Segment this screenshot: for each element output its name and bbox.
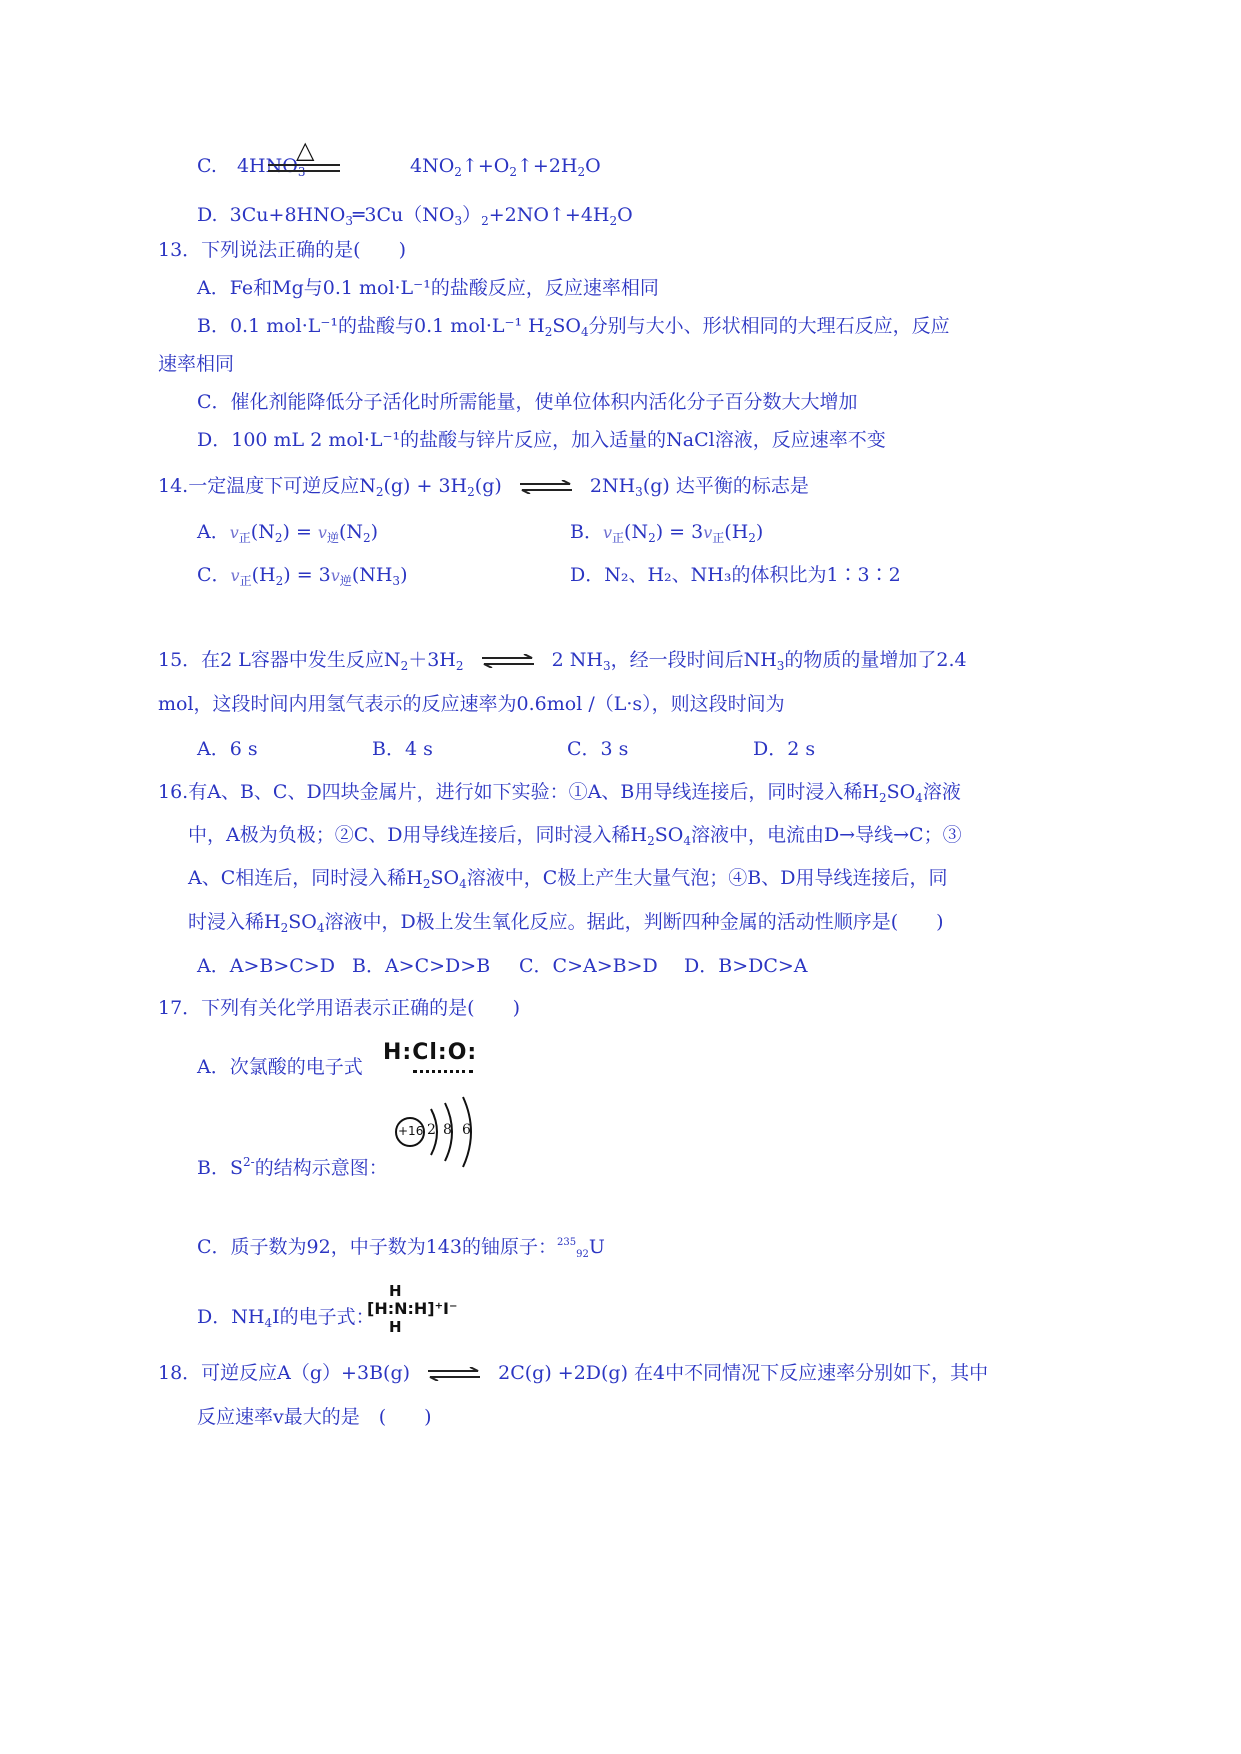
q12-option-c: C. $4HNO_3$: [197, 155, 306, 179]
equilibrium-arrow-icon: [426, 1367, 482, 1381]
q14-option-b: B．$v_正(N_2) = 3v_正(H_2)$: [570, 521, 764, 545]
q13-option-b-line2: 速率相同: [158, 353, 235, 375]
q15-option-d: D．2 s: [753, 738, 816, 760]
q16-option-b: B．A>C>D>B: [352, 955, 491, 977]
hclo-electron-dot-formula: H:Cl:O:: [383, 1040, 477, 1065]
q16-option-c: C．C>A>B>D: [519, 955, 658, 977]
ammonium-iodide-electron-formula: H [H:N:H]⁺I⁻ H: [367, 1282, 458, 1336]
q14-option-a: A．$v_正(N_2) = v_逆(N_2)$: [197, 521, 379, 545]
q14-stem: 14.一定温度下可逆反应$N_2(g) + 3H_2(g)$ $2NH_3(g)$ 达平衡的标志是: [158, 475, 809, 499]
q16-line1: 16.有A、B、C、D四块金属片，进行如下实验：①A、B用导线连接后，同时浸入稀$H_2SO_4$溶液: [158, 781, 961, 805]
q13-option-c: C．催化剂能降低分子活化时所需能量，使单位体积内活化分子百分数大大增加: [197, 391, 858, 413]
q15-line2: mol，这段时间内用氢气表示的反应速率为0.6mol /（L·s），则这段时间为: [158, 693, 785, 715]
q18-line2: 反应速率v最大的是 ( ): [197, 1406, 432, 1428]
q17-option-d: D．$NH_4I$的电子式：: [197, 1306, 375, 1330]
equilibrium-arrow-icon: [480, 654, 536, 668]
q14-option-d: D．N₂、H₂、NH₃的体积比为1∶3∶2: [570, 564, 901, 586]
q12-option-d: D. $3Cu+8HNO_3═3Cu(NO_3)_2+2NO↑+4H_2O$: [197, 204, 633, 228]
equilibrium-arrow-icon: [518, 480, 574, 494]
q13-option-a: A．Fe和Mg与0.1 mol·L⁻¹的盐酸反应，反应速率相同: [197, 277, 659, 299]
q16-line3: A、C相连后，同时浸入稀$H_2SO_4$溶液中，C极上产生大量气泡；④B、D用导线连接后，同: [188, 867, 948, 891]
q17-option-a: A．次氯酸的电子式: [197, 1056, 363, 1078]
q18-line1: 18．可逆反应A（g）+3B(g) 2C(g) +2D(g) 在4中不同情况下反应速率分别如下，其中: [158, 1362, 989, 1384]
q13-option-d: D．100 mL 2 mol·L⁻¹的盐酸与锌片反应，加入适量的NaCl溶液，反应速率不变: [197, 429, 886, 451]
q17-option-c: C．质子数为92，中子数为143的铀原子：$^{235}_{92}$U: [197, 1236, 605, 1260]
q16-line2: 中，A极为负极；②C、D用导线连接后，同时浸入稀$H_2SO_4$溶液中，电流由D→导线→C；③: [188, 824, 962, 848]
q16-option-a: A．A>B>C>D: [197, 955, 335, 977]
q17-option-b: B．$S^{2-}$的结构示意图：: [197, 1155, 388, 1179]
lone-pair-dots: [413, 1070, 473, 1073]
q13-option-b-line1: B．0.1 mol·L⁻¹的盐酸与0.1 mol·L⁻¹ $H_2SO_4$分别与大小、形状相同的大理石反应，反应: [197, 315, 950, 339]
heat-condition-symbol: △: [268, 136, 342, 188]
q15-option-b: B．4 s: [372, 738, 433, 760]
q15-option-a: A．6 s: [197, 738, 258, 760]
q13-stem: 13．下列说法正确的是( ): [158, 239, 407, 261]
q16-line4: 时浸入稀$H_2SO_4$溶液中，D极上发生氧化反应。据此，判断四种金属的活动性顺序是( ): [188, 911, 944, 935]
q14-option-c: C．$v_正(H_2) = 3v_逆(NH_3)$: [197, 564, 408, 588]
q16-option-d: D．B>DC>A: [684, 955, 808, 977]
q15-option-c: C．3 s: [567, 738, 629, 760]
q15-line1: 15．在2 L容器中发生反应$N_2+3H_2$ 2 $NH_3$，经一段时间后$NH_3$的物质的量增加了2.4: [158, 649, 967, 673]
sulfide-ion-structure-diagram: +16 2 8 6: [393, 1095, 483, 1170]
q12-option-c-products: $4NO_2↑+O_2↑+2H_2O$: [410, 155, 601, 179]
q17-stem: 17．下列有关化学用语表示正确的是( ): [158, 997, 521, 1019]
